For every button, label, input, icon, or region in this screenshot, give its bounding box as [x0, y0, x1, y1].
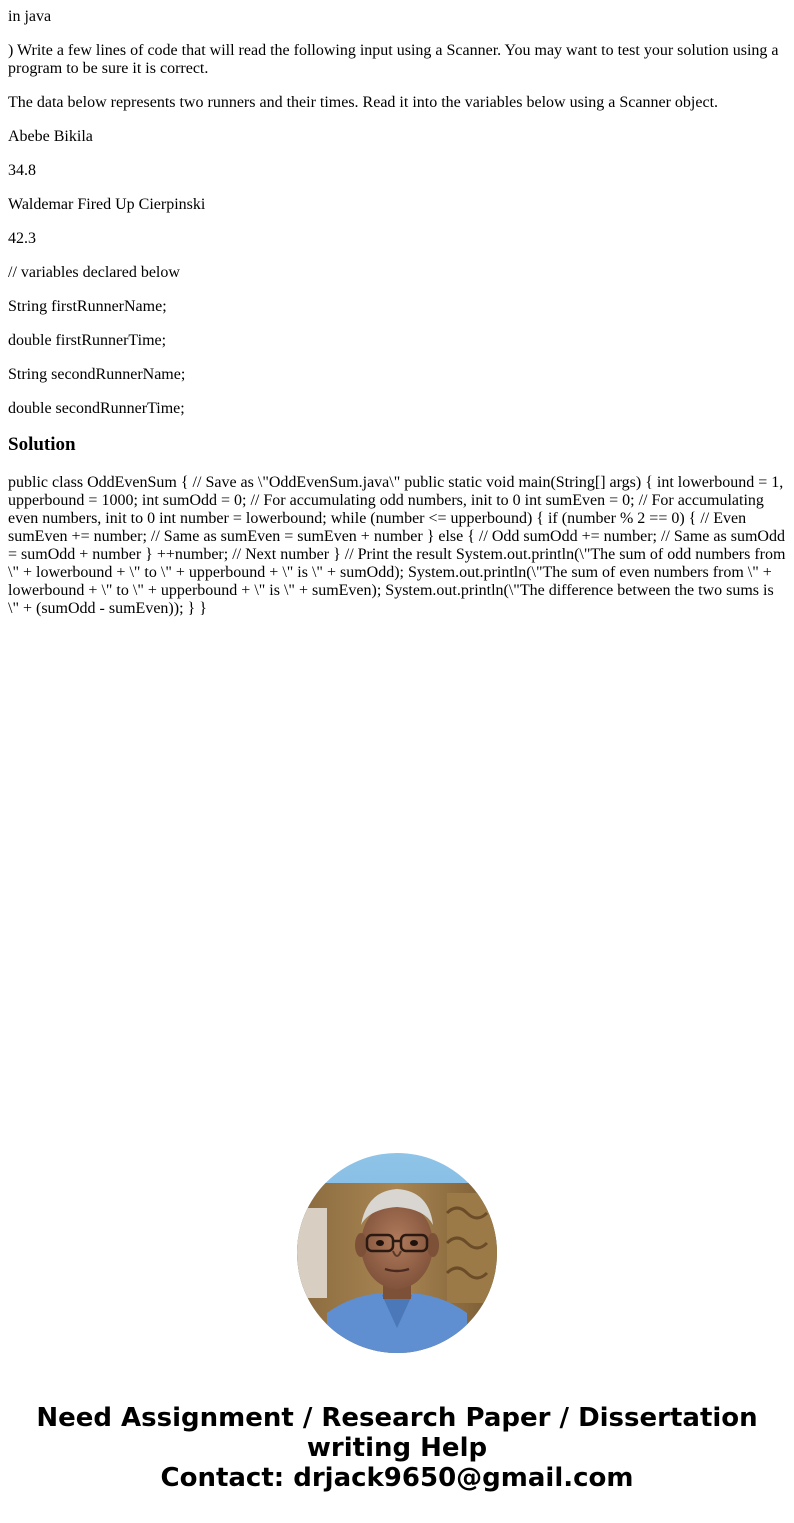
question-content	[8, 8, 786, 634]
author-portrait-image	[297, 1153, 497, 1353]
language-note: in java	[8, 8, 52, 25]
input-line-first-runner-name: Abebe Bikila	[8, 128, 93, 145]
promo-banner	[0, 1403, 794, 1493]
input-line-second-runner-name: Waldemar Fired Up Cierpinski	[8, 196, 206, 213]
solution-code: public class OddEvenSum { // Save as \"OddEvenSum.java\" public static void main(String[] args) { int lowerbound = 1, upperbound = 1000; int sumOdd = 0; // For accumulating odd numbers, init to 0 int sumEven = 0; // For accumulating even numbers, init to 0 int number = lowerbound; while (number <= upperbound) { if (number % 2 == 0) { // Even sumEven += number; // Same as sumEven = sumEven + number } else { // Odd sumOdd += number; // Same as sumOdd = sumOdd + number } ++number; // Next number } // Print the result System.out.println(\"The sum of odd numbers from \" + lowerbound + \" to \" + upperbound + \" is \" + sumOdd); System.out.println(\"The sum of even numbers from \" + lowerbound + \" to \" + upperbound + \" is \" + sumEven); System.out.println(\"The difference between the two sums is \" + (sumOdd - sumEven)); } }	[8, 474, 786, 617]
question-instruction: ) Write a few lines of code that will read the following input using a Scanner. You may want to test your solution using a program to be sure it is correct.	[8, 42, 779, 77]
author-avatar	[297, 1153, 497, 1353]
declaration-second-runner-name: String secondRunnerName;	[8, 366, 186, 383]
question-description: The data below represents two runners and their times. Read it into the variables below using a Scanner object.	[8, 94, 719, 111]
promo-line-2: writing Help	[306, 1433, 488, 1463]
declaration-first-runner-time: double firstRunnerTime;	[8, 332, 167, 349]
input-line-first-runner-time: 34.8	[8, 162, 36, 179]
promo-line-1: Need Assignment / Research Paper / Dissertation	[36, 1403, 758, 1433]
promo-contact: Contact: drjack9650@gmail.com	[160, 1463, 634, 1493]
solution-heading: Solution	[8, 434, 76, 455]
declaration-second-runner-time: double secondRunnerTime;	[8, 400, 185, 417]
input-line-second-runner-time: 42.3	[8, 230, 36, 247]
declaration-first-runner-name: String firstRunnerName;	[8, 298, 167, 315]
variables-comment: // variables declared below	[8, 264, 180, 281]
